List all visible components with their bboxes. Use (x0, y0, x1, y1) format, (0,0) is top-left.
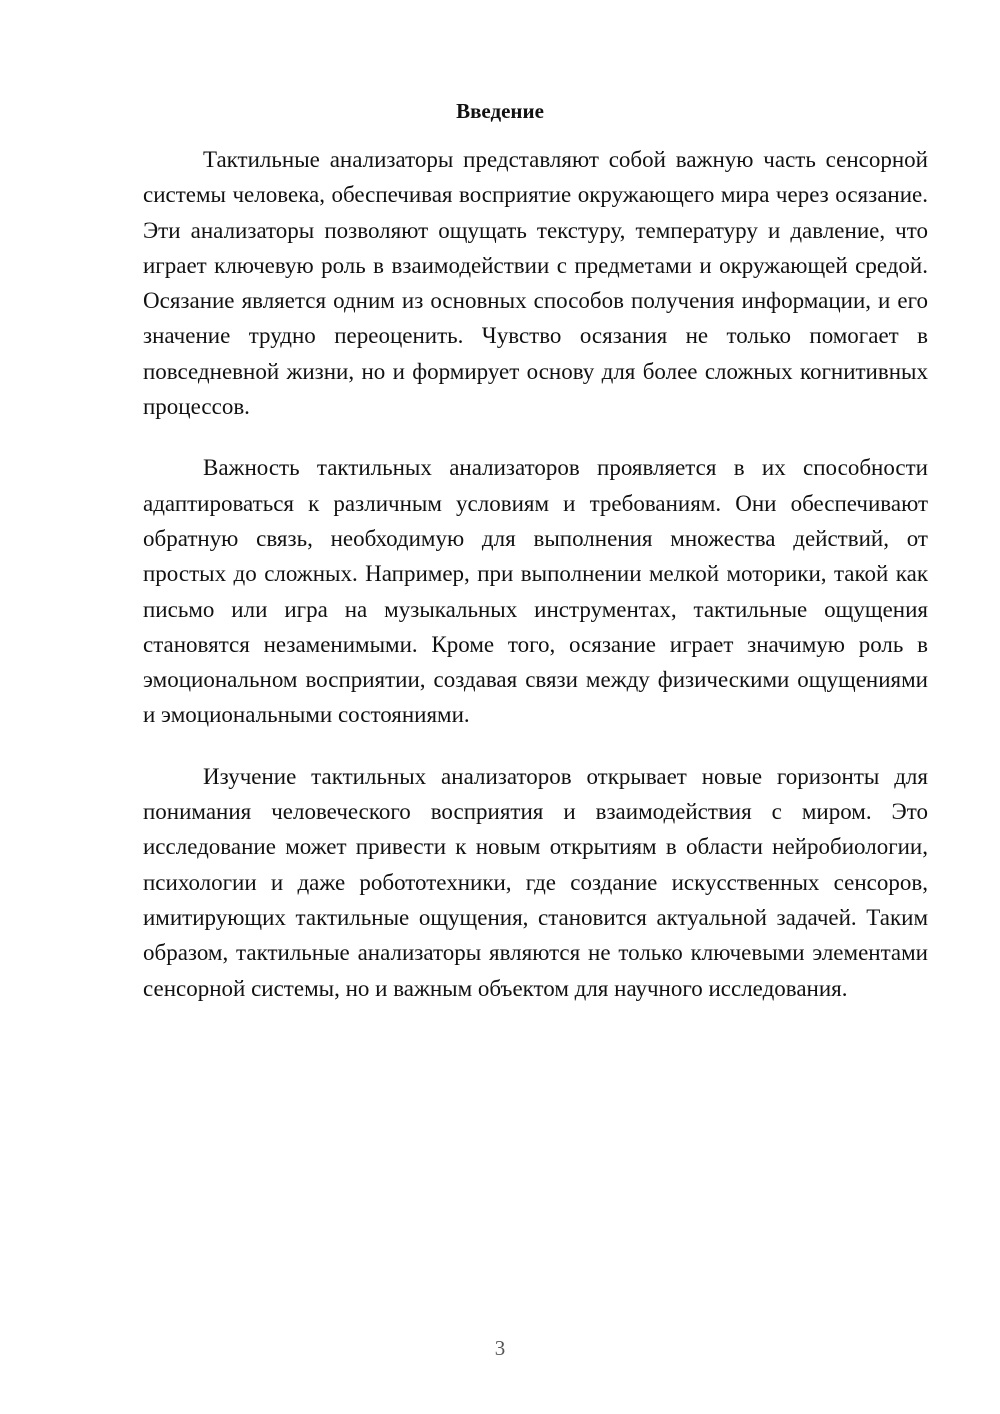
body-text (143, 142, 928, 1032)
paragraph-2: Важность тактильных анализаторов проявляется в их способности адаптироваться к различным условиям и требованиям. Они обеспечивают обратную связь, необходимую для выполнения множества действий, от простых до сложных. Например, при выполнении мелкой моторики, такой как письмо или игра на музыкальных инструментах, тактильные ощущения становятся незаменимыми. Кроме того, осязание играет значимую роль в эмоциональном восприятии, создавая связи между физическими ощущениями и эмоциональными состояниями. (143, 455, 928, 728)
paragraph-1: Тактильные анализаторы представляют собой важную часть сенсорной системы человека, обеспечивая восприятие окружающего мира через осязание. Эти анализаторы позволяют ощущать текстуру, температуру и давление, что играет ключевую роль в взаимодействии с предметами и окружающей средой. Осязание является одним из основных способов получения информации, и его значение трудно переоценить. Чувство осязания не только помогает в повседневной жизни, но и формирует основу для более сложных когнитивных процессов. (143, 147, 928, 420)
page-number: 3 (494, 1336, 506, 1360)
paragraph-3: Изучение тактильных анализаторов открывает новые горизонты для понимания человеческого восприятия и взаимодействия с миром. Это исследование может привести к новым открытиям в области нейробиологии, психологии и даже робототехники, где создание искусственных сенсоров, имитирующих тактильные ощущения, становится актуальной задачей. Таким образом, тактильные анализаторы являются не только ключевыми элементами сенсорной системы, но и важным объектом для научного исследования. (143, 763, 928, 1001)
page-title: Введение (456, 99, 544, 123)
